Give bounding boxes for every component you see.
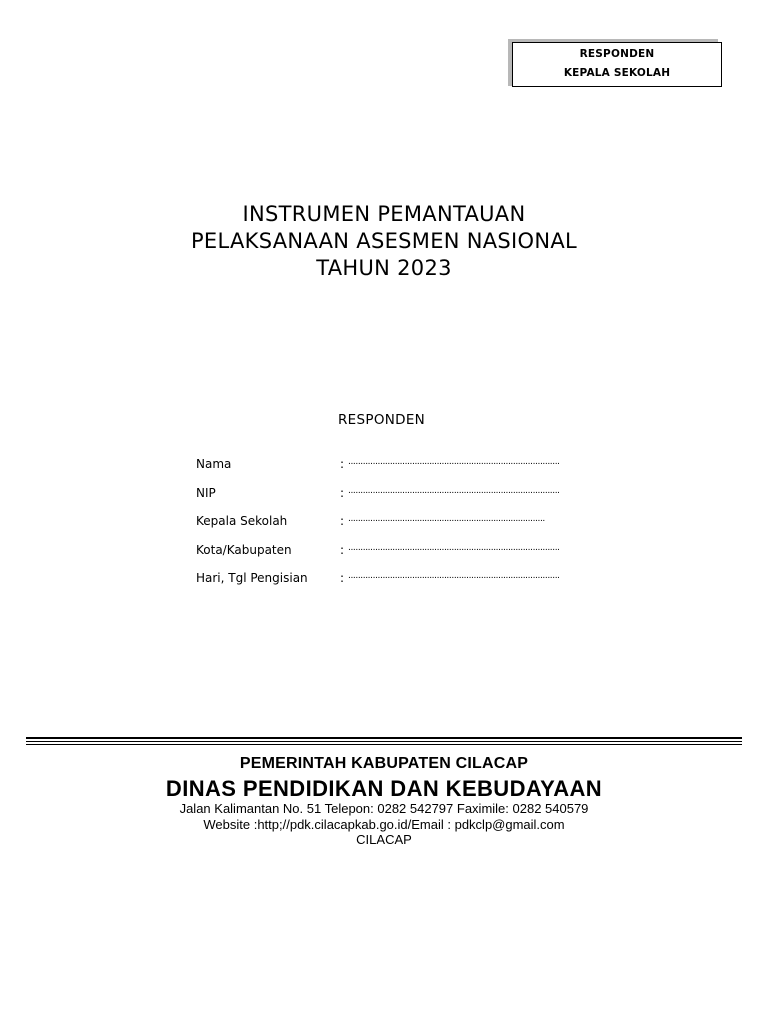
field-blank-line[interactable]: ......................................................................................: [348, 485, 560, 496]
form-row-kepala-sekolah: [196, 514, 636, 543]
field-blank-line[interactable]: ......................................................................................: [348, 571, 560, 581]
field-label: Kepala Sekolah: [196, 514, 288, 528]
department-name: DINAS PENDIDIKAN DAN KEBUDAYAAN: [165, 776, 603, 801]
government-name: PEMERINTAH KABUPATEN CILACAP: [239, 755, 529, 772]
title-line-1: INSTRUMEN PEMANTAUAN: [242, 202, 526, 226]
respondent-box-role: KEPALA SEKOLAH: [563, 67, 671, 79]
field-colon: :: [340, 514, 345, 528]
respondent-box: [512, 42, 722, 87]
field-label: Kota/Kabupaten: [196, 542, 292, 557]
respondent-heading: RESPONDEN: [338, 412, 426, 428]
field-colon: :: [340, 485, 345, 500]
title-line-2: PELAKSANAAN ASESMEN NASIONAL: [190, 229, 578, 253]
field-colon: :: [340, 542, 345, 557]
letterhead-divider-thick: [26, 737, 742, 739]
field-blank-line[interactable]: ................................................................................: [348, 514, 545, 524]
field-label: Hari, Tgl Pengisian: [196, 571, 308, 585]
form-row-nama: [196, 457, 636, 486]
title-line-3: TAHUN 2023: [316, 256, 452, 280]
form-row-nip: [196, 486, 636, 515]
department-city: CILACAP: [356, 832, 412, 847]
field-colon: :: [340, 457, 345, 471]
field-blank-line[interactable]: ......................................................................................: [348, 457, 560, 467]
letterhead-divider-thin: [26, 744, 742, 745]
field-label: Nama: [196, 457, 232, 471]
field-label: NIP: [196, 485, 216, 500]
department-address: Jalan Kalimantan No. 51 Telepon: 0282 542797 Faximile: 0282 540579: [179, 801, 589, 816]
form-row-hari-tgl-pengisian: [196, 571, 636, 600]
letterhead-divider-thin: [26, 741, 742, 742]
respondent-box-title: RESPONDEN: [579, 48, 655, 60]
field-colon: :: [340, 571, 345, 585]
department-website-email: Website :http;//pdk.cilacapkab.go.id/Email : pdkclp@gmail.com: [203, 817, 565, 832]
respondent-form: [196, 457, 636, 600]
document-title: [0, 201, 768, 282]
form-row-kota-kabupaten: [196, 543, 636, 572]
field-blank-line[interactable]: ......................................................................................: [348, 542, 560, 553]
